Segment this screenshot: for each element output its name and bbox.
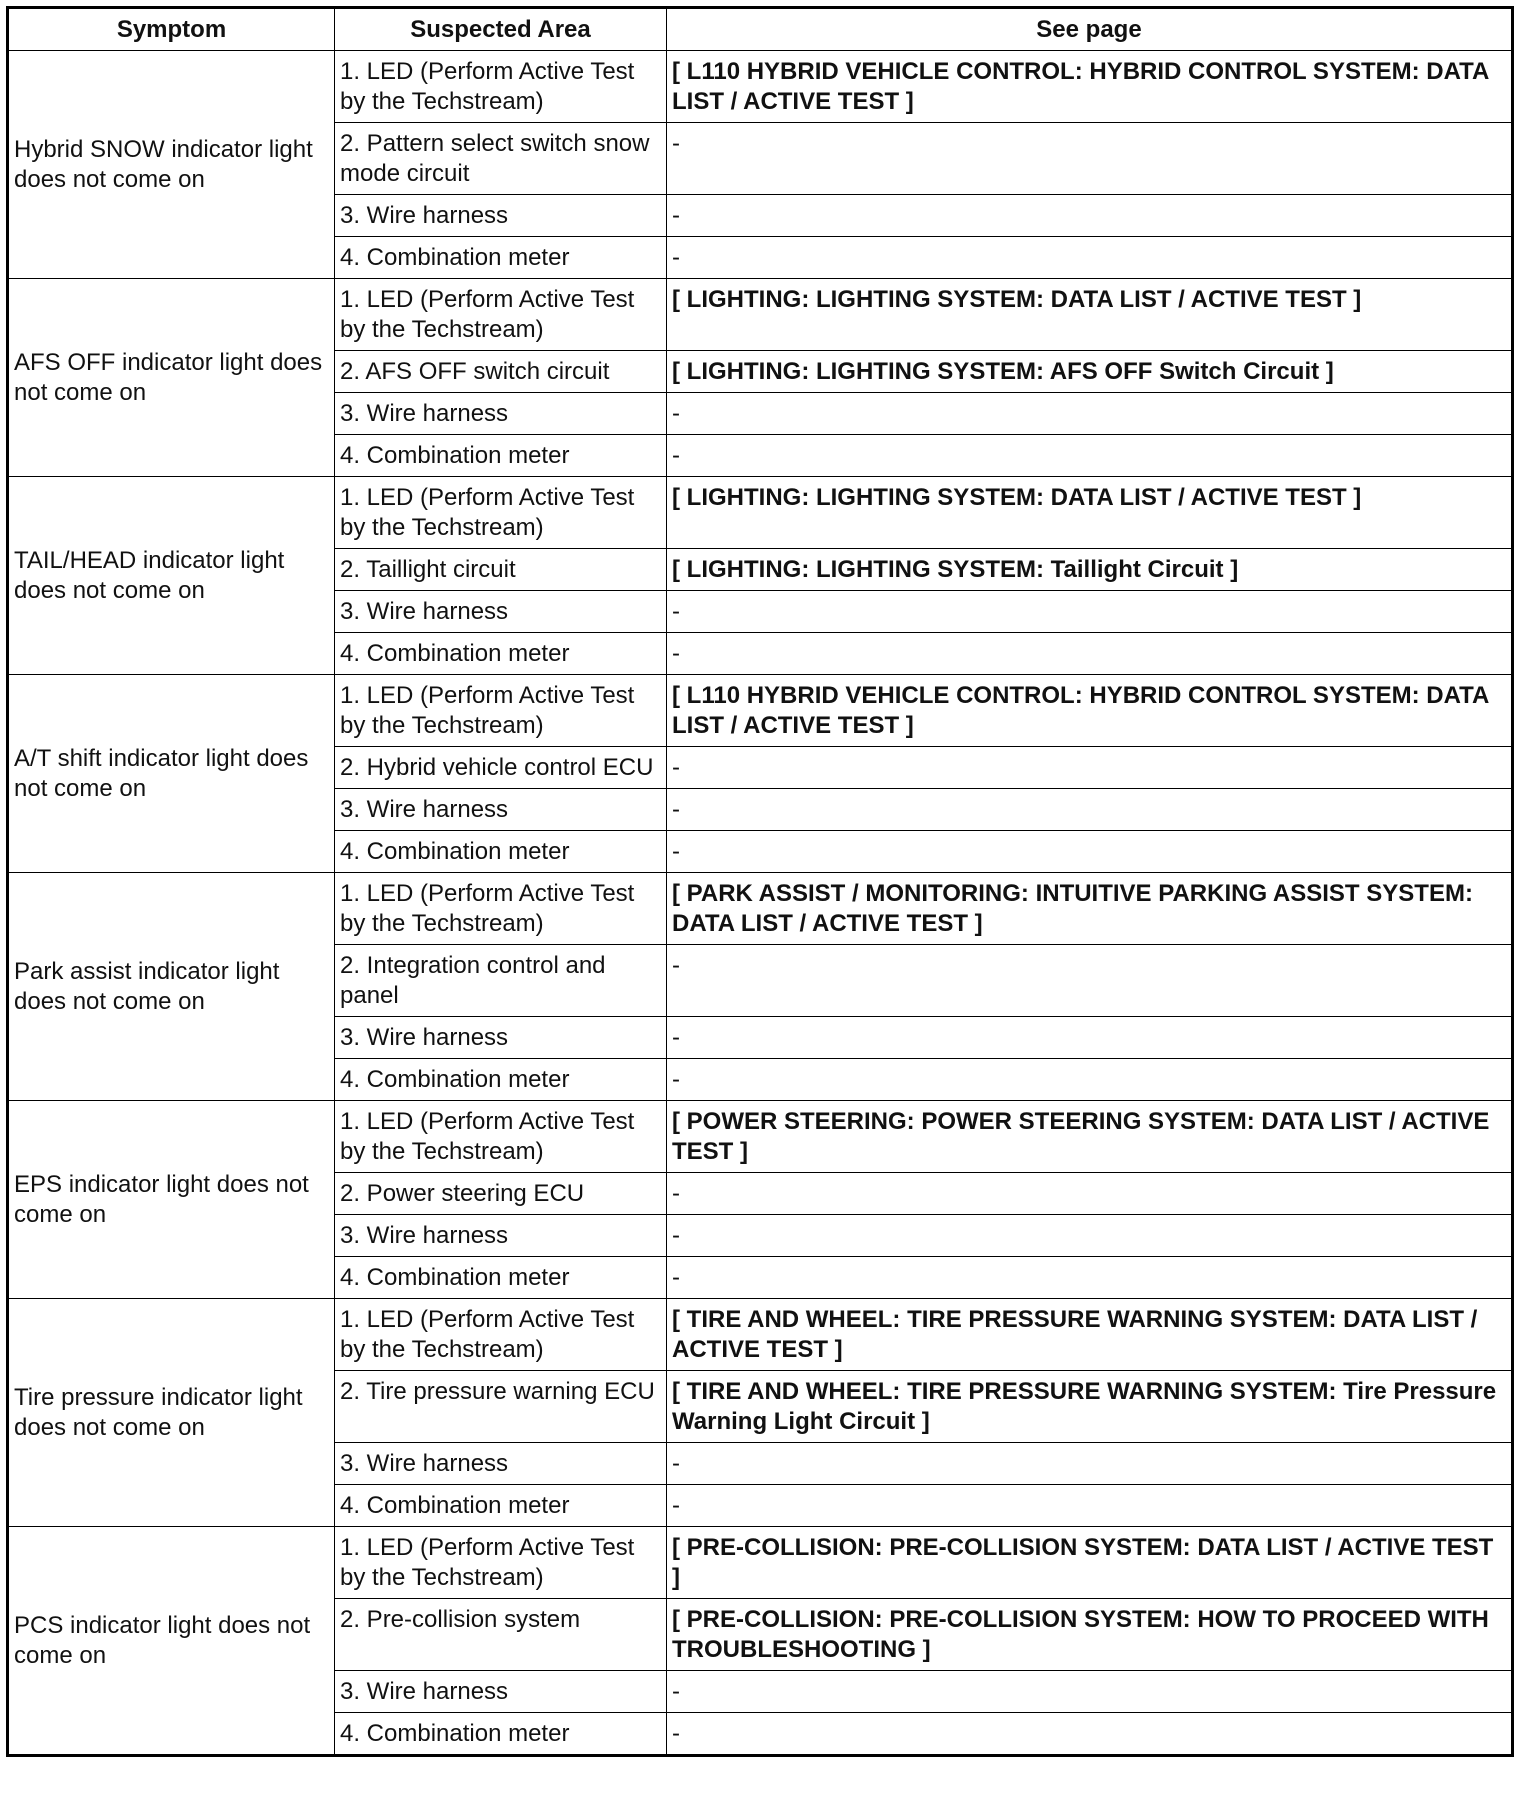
suspected-area-cell: 4. Combination meter — [335, 1257, 667, 1299]
see-page-cell: - — [667, 195, 1513, 237]
see-page-reference: [ L110 HYBRID VEHICLE CONTROL: HYBRID CONTROL SYSTEM: DATA LIST / ACTIVE TEST ] — [667, 675, 1513, 747]
suspected-area-cell: 4. Combination meter — [335, 633, 667, 675]
table-row — [8, 51, 1513, 123]
see-page-cell: - — [667, 393, 1513, 435]
see-page-cell: - — [667, 1215, 1513, 1257]
suspected-area-cell: 3. Wire harness — [335, 393, 667, 435]
suspected-area-cell: 2. Pre-collision system — [335, 1599, 667, 1671]
suspected-area-cell: 2. Tire pressure warning ECU — [335, 1371, 667, 1443]
suspected-area-cell: 2. Taillight circuit — [335, 549, 667, 591]
see-page-reference: [ POWER STEERING: POWER STEERING SYSTEM: DATA LIST / ACTIVE TEST ] — [667, 1101, 1513, 1173]
table-row — [8, 1527, 1513, 1599]
see-page-cell: - — [667, 1257, 1513, 1299]
suspected-area-cell: 1. LED (Perform Active Test by the Techstream) — [335, 1299, 667, 1371]
symptom-cell: Tire pressure indicator light does not come on — [8, 1299, 335, 1527]
see-page-cell: - — [667, 831, 1513, 873]
suspected-area-cell: 1. LED (Perform Active Test by the Techstream) — [335, 51, 667, 123]
see-page-reference: [ PRE-COLLISION: PRE-COLLISION SYSTEM: HOW TO PROCEED WITH TROUBLESHOOTING ] — [667, 1599, 1513, 1671]
see-page-cell: - — [667, 123, 1513, 195]
header-row — [8, 8, 1513, 51]
suspected-area-cell: 1. LED (Perform Active Test by the Techstream) — [335, 1527, 667, 1599]
see-page-reference: [ PRE-COLLISION: PRE-COLLISION SYSTEM: DATA LIST / ACTIVE TEST ] — [667, 1527, 1513, 1599]
suspected-area-cell: 1. LED (Perform Active Test by the Techstream) — [335, 477, 667, 549]
see-page-cell: - — [667, 1059, 1513, 1101]
see-page-reference: [ LIGHTING: LIGHTING SYSTEM: Taillight Circuit ] — [667, 549, 1513, 591]
see-page-reference: [ LIGHTING: LIGHTING SYSTEM: AFS OFF Switch Circuit ] — [667, 351, 1513, 393]
symptom-cell: TAIL/HEAD indicator light does not come on — [8, 477, 335, 675]
suspected-area-cell: 2. Pattern select switch snow mode circuit — [335, 123, 667, 195]
table-row — [8, 873, 1513, 945]
suspected-area-cell: 4. Combination meter — [335, 1713, 667, 1756]
suspected-area-cell: 3. Wire harness — [335, 789, 667, 831]
see-page-cell: - — [667, 1443, 1513, 1485]
symptom-cell: AFS OFF indicator light does not come on — [8, 279, 335, 477]
see-page-cell: - — [667, 1713, 1513, 1756]
suspected-area-cell: 4. Combination meter — [335, 1485, 667, 1527]
see-page-cell: - — [667, 1485, 1513, 1527]
see-page-cell: - — [667, 435, 1513, 477]
suspected-area-cell: 4. Combination meter — [335, 831, 667, 873]
symptom-cell: Hybrid SNOW indicator light does not come on — [8, 51, 335, 279]
see-page-cell: - — [667, 1017, 1513, 1059]
symptom-cell: EPS indicator light does not come on — [8, 1101, 335, 1299]
suspected-area-cell: 4. Combination meter — [335, 237, 667, 279]
see-page-reference: [ TIRE AND WHEEL: TIRE PRESSURE WARNING SYSTEM: Tire Pressure Warning Light Circuit ] — [667, 1371, 1513, 1443]
suspected-area-cell: 3. Wire harness — [335, 591, 667, 633]
see-page-cell: - — [667, 747, 1513, 789]
table-row — [8, 1299, 1513, 1371]
see-page-cell: - — [667, 789, 1513, 831]
symptom-cell: A/T shift indicator light does not come on — [8, 675, 335, 873]
see-page-reference: [ LIGHTING: LIGHTING SYSTEM: DATA LIST / ACTIVE TEST ] — [667, 279, 1513, 351]
suspected-area-cell: 1. LED (Perform Active Test by the Techstream) — [335, 675, 667, 747]
suspected-area-cell: 2. Integration control and panel — [335, 945, 667, 1017]
header-symptom: Symptom — [8, 8, 335, 51]
troubleshooting-table — [6, 6, 1514, 1757]
table-row — [8, 477, 1513, 549]
see-page-reference: [ TIRE AND WHEEL: TIRE PRESSURE WARNING SYSTEM: DATA LIST / ACTIVE TEST ] — [667, 1299, 1513, 1371]
suspected-area-cell: 1. LED (Perform Active Test by the Techstream) — [335, 279, 667, 351]
table-body — [8, 51, 1513, 1756]
see-page-cell: - — [667, 591, 1513, 633]
symptom-cell: Park assist indicator light does not come on — [8, 873, 335, 1101]
see-page-cell: - — [667, 1671, 1513, 1713]
table-header — [8, 8, 1513, 51]
suspected-area-cell: 3. Wire harness — [335, 1443, 667, 1485]
suspected-area-cell: 3. Wire harness — [335, 195, 667, 237]
suspected-area-cell: 2. Hybrid vehicle control ECU — [335, 747, 667, 789]
suspected-area-cell: 4. Combination meter — [335, 435, 667, 477]
see-page-reference: [ PARK ASSIST / MONITORING: INTUITIVE PARKING ASSIST SYSTEM: DATA LIST / ACTIVE TEST ] — [667, 873, 1513, 945]
see-page-cell: - — [667, 945, 1513, 1017]
table-row — [8, 675, 1513, 747]
suspected-area-cell: 1. LED (Perform Active Test by the Techstream) — [335, 1101, 667, 1173]
suspected-area-cell: 3. Wire harness — [335, 1215, 667, 1257]
suspected-area-cell: 2. Power steering ECU — [335, 1173, 667, 1215]
see-page-cell: - — [667, 633, 1513, 675]
suspected-area-cell: 1. LED (Perform Active Test by the Techstream) — [335, 873, 667, 945]
header-see-page: See page — [667, 8, 1513, 51]
table-row — [8, 1101, 1513, 1173]
symptom-cell: PCS indicator light does not come on — [8, 1527, 335, 1756]
see-page-cell: - — [667, 1173, 1513, 1215]
see-page-reference: [ LIGHTING: LIGHTING SYSTEM: DATA LIST / ACTIVE TEST ] — [667, 477, 1513, 549]
suspected-area-cell: 2. AFS OFF switch circuit — [335, 351, 667, 393]
table-row — [8, 279, 1513, 351]
see-page-cell: - — [667, 237, 1513, 279]
suspected-area-cell: 3. Wire harness — [335, 1017, 667, 1059]
suspected-area-cell: 4. Combination meter — [335, 1059, 667, 1101]
header-suspected-area: Suspected Area — [335, 8, 667, 51]
suspected-area-cell: 3. Wire harness — [335, 1671, 667, 1713]
see-page-reference: [ L110 HYBRID VEHICLE CONTROL: HYBRID CONTROL SYSTEM: DATA LIST / ACTIVE TEST ] — [667, 51, 1513, 123]
